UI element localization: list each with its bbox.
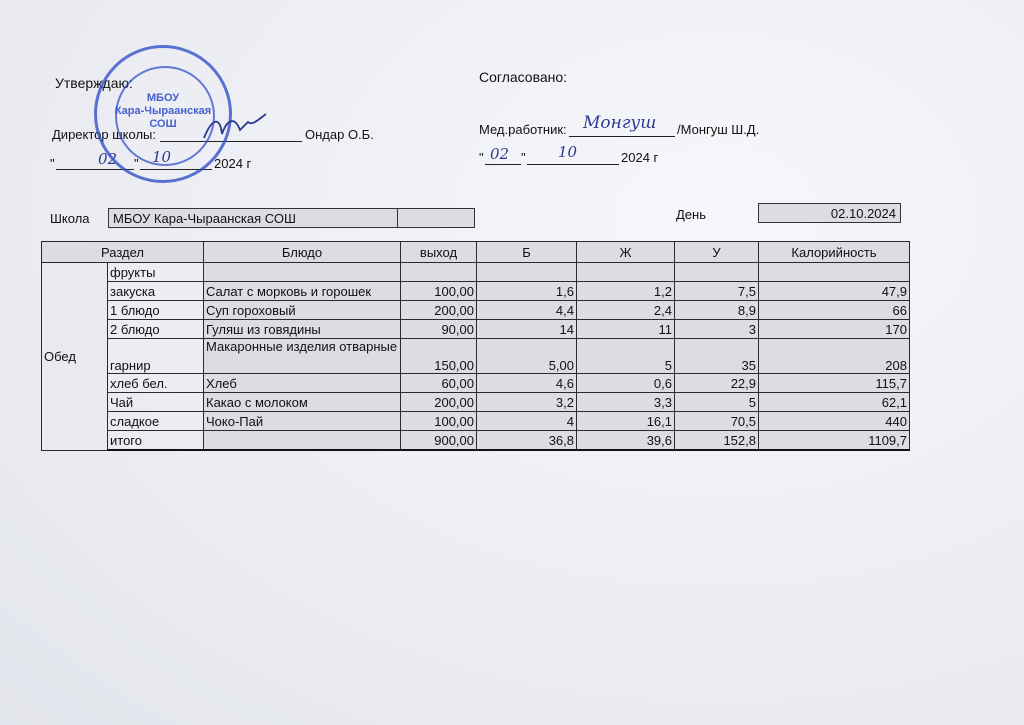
row-carbs: 3 <box>675 320 759 339</box>
row-yield: 150,00 <box>401 339 477 374</box>
row-fat: 0,6 <box>577 374 675 393</box>
row-fat: 5 <box>577 339 675 374</box>
row-category: гарнир <box>108 339 204 374</box>
header-dish: Блюдо <box>204 242 401 263</box>
row-protein: 4 <box>477 412 577 431</box>
day-value: 02.10.2024 <box>758 203 901 223</box>
row-fat: 1,2 <box>577 282 675 301</box>
header-yield: выход <box>401 242 477 263</box>
row-dish: Макаронные изделия отварные <box>204 339 401 374</box>
row-protein: 4,4 <box>477 301 577 320</box>
row-protein: 5,00 <box>477 339 577 374</box>
table-row <box>42 412 910 431</box>
row-protein <box>477 263 577 282</box>
approve-date-quote-open: " <box>50 156 55 171</box>
row-yield: 100,00 <box>401 412 477 431</box>
row-dish: Салат с морковь и горошек <box>204 282 401 301</box>
row-yield: 60,00 <box>401 374 477 393</box>
approve-month: 10 <box>152 148 172 166</box>
table-row <box>42 282 910 301</box>
row-yield: 200,00 <box>401 393 477 412</box>
row-carbs: 5 <box>675 393 759 412</box>
total-label: итого <box>108 431 204 451</box>
row-carbs: 8,9 <box>675 301 759 320</box>
school-label: Школа <box>50 211 90 226</box>
agree-name: /Монгуш Ш.Д. <box>677 122 760 137</box>
table-row <box>42 301 910 320</box>
table-total-row <box>42 431 910 451</box>
header-calories: Калорийность <box>759 242 910 263</box>
row-category: 1 блюдо <box>108 301 204 320</box>
total-dish <box>204 431 401 451</box>
agree-day-line <box>485 164 521 165</box>
total-protein: 36,8 <box>477 431 577 451</box>
row-calories: 170 <box>759 320 910 339</box>
row-dish: Чоко-Пай <box>204 412 401 431</box>
row-carbs <box>675 263 759 282</box>
table-header-row <box>42 242 910 263</box>
row-calories: 440 <box>759 412 910 431</box>
stamp-line-2: Кара-Чыраанская <box>114 105 212 117</box>
table-row <box>42 393 910 412</box>
row-yield: 200,00 <box>401 301 477 320</box>
school-name: МБОУ Кара-Чыраанская СОШ <box>108 208 398 228</box>
row-fat: 11 <box>577 320 675 339</box>
director-signature <box>200 108 270 144</box>
total-carbs: 152,8 <box>675 431 759 451</box>
stamp-line-1: МБОУ <box>146 92 180 104</box>
total-calories: 1109,7 <box>759 431 910 451</box>
agree-month-line <box>527 164 619 165</box>
agree-title: Согласовано: <box>479 69 568 85</box>
row-calories: 208 <box>759 339 910 374</box>
table-row <box>42 263 910 282</box>
row-dish: Суп гороховый <box>204 301 401 320</box>
menu-table <box>41 241 910 451</box>
approve-title: Утверждаю: <box>55 75 133 91</box>
row-category: 2 блюдо <box>108 320 204 339</box>
row-fat: 16,1 <box>577 412 675 431</box>
agree-signature-line <box>569 136 675 137</box>
header-protein: Б <box>477 242 577 263</box>
row-category: Чай <box>108 393 204 412</box>
row-dish: Гуляш из говядины <box>204 320 401 339</box>
row-calories: 66 <box>759 301 910 320</box>
row-category: сладкое <box>108 412 204 431</box>
school-extra-cell <box>397 208 475 228</box>
row-calories: 47,9 <box>759 282 910 301</box>
agree-date-quote-close: " <box>521 150 526 165</box>
table-row <box>42 374 910 393</box>
table-row <box>42 339 910 374</box>
agree-month: 10 <box>558 143 578 161</box>
agree-year: 2024 г <box>621 150 659 165</box>
row-protein: 4,6 <box>477 374 577 393</box>
row-yield: 100,00 <box>401 282 477 301</box>
header-section: Раздел <box>42 242 204 263</box>
approve-date-quote-close: " <box>134 156 139 171</box>
row-carbs: 35 <box>675 339 759 374</box>
row-category: фрукты <box>108 263 204 282</box>
agree-day: 02 <box>490 145 510 163</box>
row-dish: Хлеб <box>204 374 401 393</box>
row-protein: 3,2 <box>477 393 577 412</box>
day-label: День <box>676 207 706 222</box>
row-calories: 62,1 <box>759 393 910 412</box>
row-fat <box>577 263 675 282</box>
row-protein: 14 <box>477 320 577 339</box>
total-fat: 39,6 <box>577 431 675 451</box>
row-dish <box>204 263 401 282</box>
row-yield <box>401 263 477 282</box>
agree-signature: Монгуш <box>583 113 657 133</box>
approve-director-name: Ондар О.Б. <box>305 127 374 142</box>
row-carbs: 7,5 <box>675 282 759 301</box>
header-carbs: У <box>675 242 759 263</box>
row-fat: 3,3 <box>577 393 675 412</box>
row-yield: 90,00 <box>401 320 477 339</box>
row-calories: 115,7 <box>759 374 910 393</box>
approve-position: Директор школы: <box>52 127 156 142</box>
row-category: закуска <box>108 282 204 301</box>
section-label: Обед <box>42 263 108 451</box>
row-calories <box>759 263 910 282</box>
header-fat: Ж <box>577 242 675 263</box>
agree-position: Мед.работник: <box>479 122 567 137</box>
approve-day: 02 <box>98 150 118 168</box>
row-dish: Какао с молоком <box>204 393 401 412</box>
approve-year: 2024 г <box>214 156 252 171</box>
agree-date-quote-open: " <box>479 150 484 165</box>
row-category: хлеб бел. <box>108 374 204 393</box>
table-row <box>42 320 910 339</box>
stamp-line-3: СОШ <box>149 118 177 130</box>
row-protein: 1,6 <box>477 282 577 301</box>
row-carbs: 22,9 <box>675 374 759 393</box>
total-yield: 900,00 <box>401 431 477 451</box>
row-carbs: 70,5 <box>675 412 759 431</box>
row-fat: 2,4 <box>577 301 675 320</box>
